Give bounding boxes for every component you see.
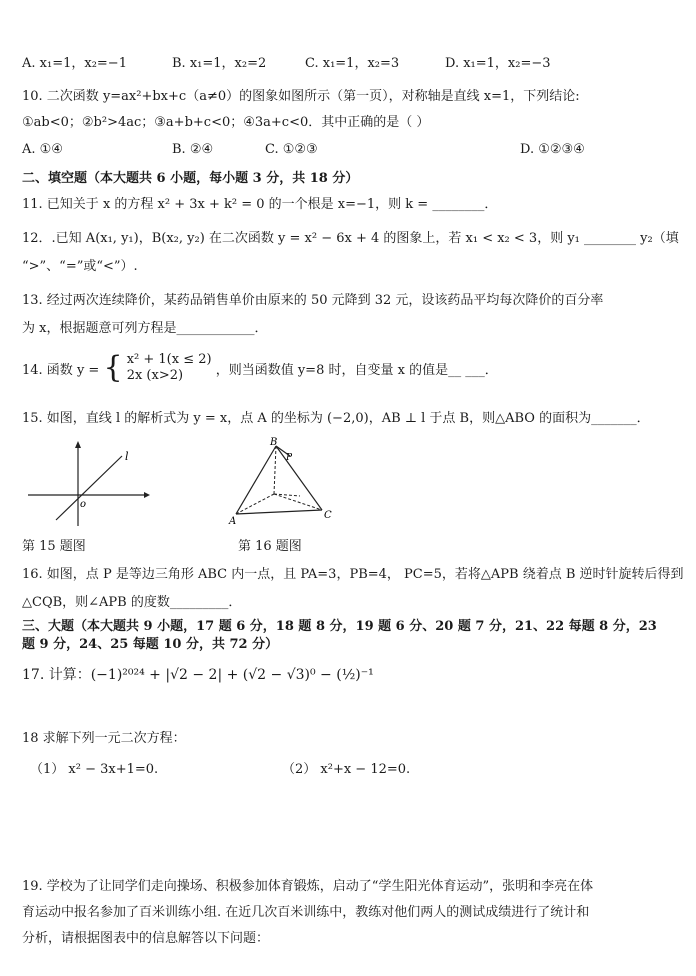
- q14-text: [22, 352, 498, 384]
- fig16-segment-pc: [274, 494, 322, 510]
- fig16-side-ac: [236, 510, 322, 514]
- fig16-label-a: A: [229, 516, 237, 527]
- fig15-caption: 第 15 题图: [22, 539, 86, 554]
- q10-option-a: A. ①④: [22, 142, 63, 157]
- q11-text: 11. 已知关于 x 的方程 x² + 3x + k² = 0 的一个根是 x=−1，则 k = ________．: [22, 197, 498, 212]
- fig15-line-l: [56, 456, 122, 520]
- q13-line-2: 为 x，根据题意可列方程是____________．: [22, 321, 268, 336]
- q16-line-1: 16. 如图，点 P 是等边三角形 ABC 内一点，且 PA=3，PB=4， PC=5，若将△APB 绕着点 B 逆时针旋转后得到: [22, 567, 684, 582]
- q10-option-c: C. ①②③: [265, 142, 318, 157]
- q15-text: 15. 如图，直线 l 的解析式为 y = x，点 A 的坐标为 (−2,0)，AB ⊥ l 于点 B，则△ABO 的面积为_______．: [22, 411, 650, 426]
- q18-title: 18 求解下列一元二次方程：: [22, 731, 186, 746]
- q12-line-1: 12．.已知 A(x₁, y₁)，B(x₂, y₂) 在二次函数 y = x² − 6x + 4 的图象上，若 x₁ < x₂ < 3，则 y₁ ________ y₂（填: [22, 231, 679, 246]
- fig16-side-bc: [276, 446, 322, 510]
- q18-part-1: （1） x² − 3x+1=0.: [30, 762, 159, 777]
- q10-stem: 10. 二次函数 y=ax²+bx+c（a≠0）的图象如图所示（第一页），对称轴是直线 x=1，下列结论:: [22, 89, 580, 104]
- q14-case-2: 2x (x>2): [126, 368, 184, 383]
- fig15-y-arrow: [75, 441, 81, 448]
- q18-part-2: （2） x²+x − 12=0.: [282, 762, 411, 777]
- fig15-label-l: l: [125, 450, 129, 463]
- fig16-segment-pb: [274, 446, 276, 494]
- section-2-heading: 二、填空题（本大题共 6 小题，每小题 3 分，共 18 分）: [22, 171, 359, 186]
- section-3-heading-line-1: 三、大题（本大题共 9 小题，17 题 6 分，18 题 8 分，19 题 6 分、20 题 7 分，21、22 每题 8 分，23: [22, 619, 657, 634]
- q17-text: 17. 计算：(−1)²⁰²⁴ + |√2 − 2| + (√2 − √3)⁰ − (½)⁻¹: [22, 667, 374, 683]
- q13-line-1: 13. 经过两次连续降价，某药品销售单价由原来的 50 元降到 32 元，设该药品平均每次降价的百分率: [22, 293, 604, 308]
- q14-case-1: x² + 1(x ≤ 2): [126, 352, 212, 367]
- q19-line-3: 分析，请根据图表中的信息解答以下问题：: [22, 931, 270, 946]
- q10-conclusions: ①ab<0；②b²>4ac；③a+b+c<0；④3a+c<0．其中正确的是（ ）: [22, 115, 430, 130]
- fig16-label-p: P: [286, 453, 293, 463]
- q10-option-b: B. ②④: [172, 142, 214, 157]
- fig16-segment-pq: [274, 494, 300, 496]
- q9-option-b: B. x₁=1，x₂=2: [172, 56, 267, 71]
- q9-option-d: D. x₁=1，x₂=−3: [445, 56, 551, 71]
- q19-line-1: 19. 学校为了让同学们走向操场、积极参加体育锻炼，启动了“学生阳光体育运动”，张明和李亮在体: [22, 879, 594, 894]
- q9-option-a: A. x₁=1，x₂=−1: [22, 56, 127, 71]
- q16-line-2: △CQB，则∠APB 的度数_________．: [22, 595, 242, 610]
- q10-option-d: D. ①②③④: [520, 142, 585, 157]
- q19-line-2: 育运动中报名参加了百米训练小组. 在近几次百米训练中，教练对他们两人的测试成绩进行了统计和: [22, 905, 590, 920]
- figure-16: [228, 436, 348, 530]
- q14-brace: {: [103, 350, 123, 385]
- fig16-caption: 第 16 题图: [238, 539, 302, 554]
- section-3-heading-line-2: 题 9 分，24、25 每题 10 分，共 72 分）: [22, 637, 279, 652]
- fig16-label-c: C: [324, 510, 332, 521]
- q9-option-c: C. x₁=1，x₂=3: [305, 56, 400, 71]
- q14-cases: [127, 352, 212, 384]
- q14-prefix: 14. 函数 y =: [22, 362, 100, 378]
- fig15-x-arrow: [144, 492, 150, 498]
- fig15-label-o: o: [80, 499, 87, 510]
- fig16-label-b: B: [270, 437, 278, 448]
- q14-suffix: ，则当函数值 y=8 时，自变量 x 的值是__ ___．: [215, 362, 498, 378]
- q12-line-2: “>”、“=”或“<”）.: [22, 259, 138, 274]
- figure-15: [22, 438, 152, 530]
